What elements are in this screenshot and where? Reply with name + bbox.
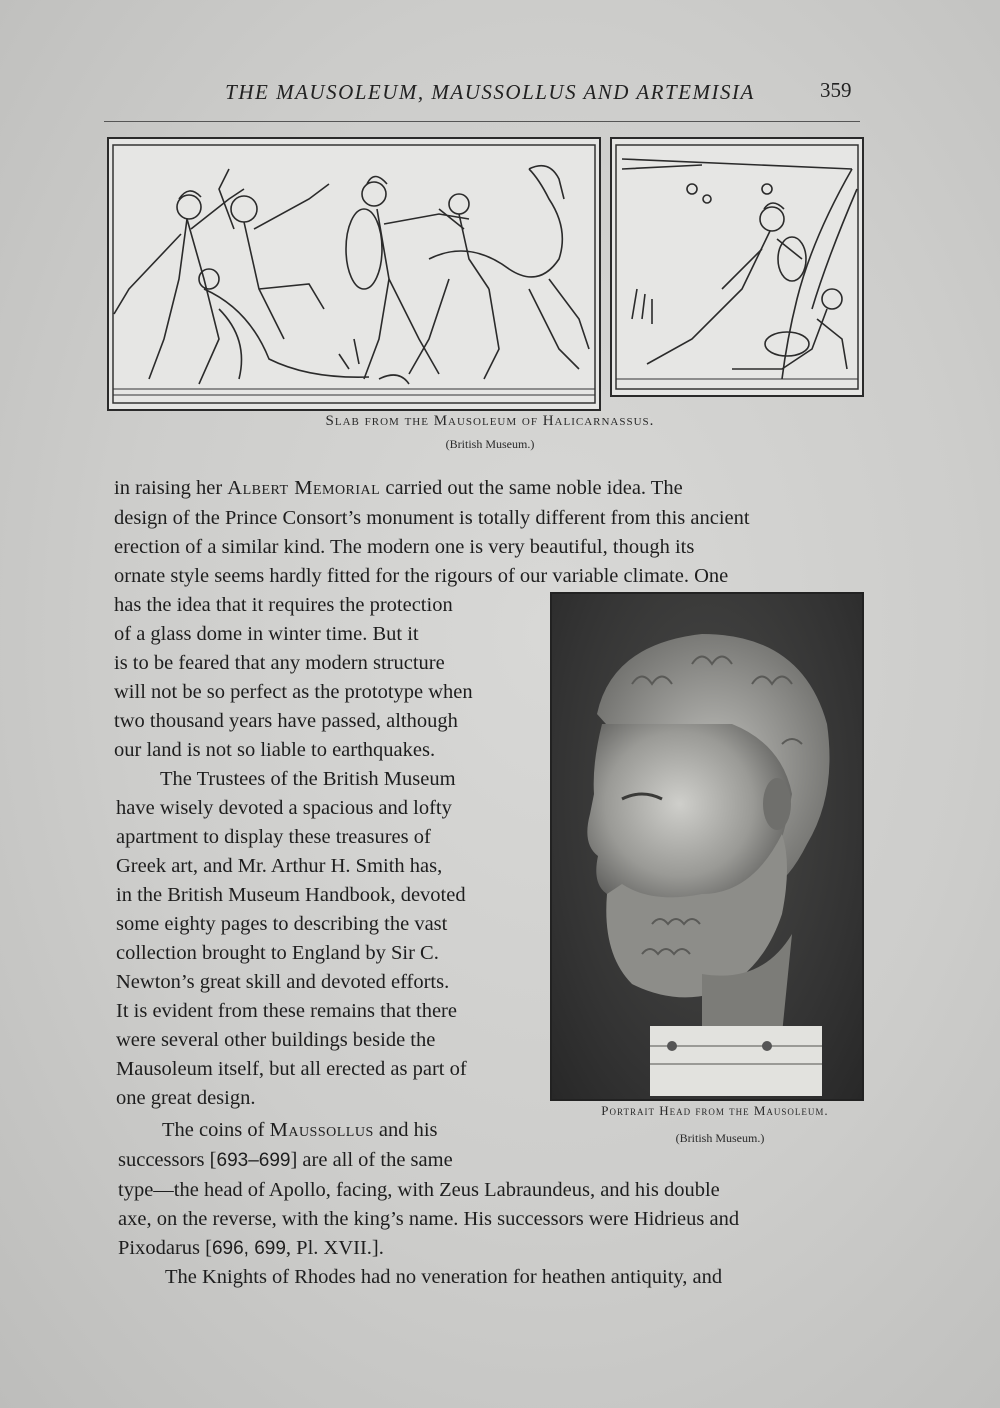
text-line: The Knights of Rhodes had no veneration for heathen antiquity, and (165, 1266, 723, 1288)
text-run: ] are all of the same (290, 1149, 453, 1171)
text-line: will not be so perfect as the prototype when (114, 681, 473, 703)
text-line: is to be feared that any modern structure (114, 652, 445, 674)
slab-caption: Slab from the Mausoleum of Halicarnassus. (325, 413, 655, 429)
text-line: one great design. (116, 1087, 256, 1109)
text-run: carried out the same noble idea. The (380, 477, 683, 499)
text-line (162, 1120, 438, 1141)
text-line: some eighty pages to describing the vast (116, 913, 448, 935)
slab-engraving-left (107, 137, 601, 411)
text-line: type—the head of Apollo, facing, with Zeus Labraundeus, and his double (118, 1179, 720, 1201)
text-line: has the idea that it requires the protection (114, 594, 453, 616)
text-run: The coins of (162, 1119, 270, 1141)
text-run: in raising her (114, 477, 228, 499)
text-line: Greek art, and Mr. Arthur H. Smith has, (116, 855, 443, 877)
coin-reference: 693–699 (216, 1150, 291, 1171)
text-line: Mausoleum itself, but all erected as part of (116, 1058, 467, 1080)
portrait-head-photo (550, 592, 864, 1101)
text-run: , Pl. XVII.]. (285, 1237, 384, 1259)
slab-caption-source: (British Museum.) (445, 437, 535, 451)
text-line: collection brought to England by Sir C. (116, 942, 439, 964)
portrait-caption: Portrait Head from the Mausoleum. (601, 1103, 829, 1118)
text-line: erection of a similar kind. The modern one is very beautiful, though its (114, 536, 695, 558)
text-run: and his (373, 1119, 438, 1141)
albert-memorial-term: Albert Memorial (227, 477, 381, 499)
slab-engraving-right (610, 137, 864, 397)
text-line (118, 1238, 384, 1259)
coin-reference: 696, 699 (211, 1238, 286, 1259)
text-line: It is evident from these remains that there (116, 1000, 457, 1022)
text-line (114, 478, 683, 499)
text-line: our land is not so liable to earthquakes. (114, 739, 436, 761)
text-line: in the British Museum Handbook, devoted (116, 884, 466, 906)
text-line: design of the Prince Consort’s monument is totally different from this ancient (114, 507, 750, 529)
text-line: Newton’s great skill and devoted efforts. (116, 971, 450, 993)
text-run: successors [ (118, 1149, 217, 1171)
text-line: were several other buildings beside the (116, 1029, 436, 1051)
text-run: Pixodarus [ (118, 1237, 212, 1259)
running-head: THE MAUSOLEUM, MAUSSOLLUS AND ARTEMISIA (225, 80, 755, 104)
header-rule (104, 121, 860, 122)
page-number: 359 (820, 78, 852, 102)
text-line (118, 1150, 453, 1171)
text-line: of a glass dome in winter time. But it (114, 623, 419, 645)
portrait-caption-source: (British Museum.) (675, 1131, 765, 1145)
text-line: apartment to display these treasures of (116, 826, 431, 848)
text-line: have wisely devoted a spacious and lofty (116, 797, 452, 819)
text-line: The Trustees of the British Museum (160, 768, 456, 790)
maussollus-term: Maussollus (269, 1119, 374, 1141)
text-line: two thousand years have passed, although (114, 710, 458, 732)
text-line: ornate style seems hardly fitted for the rigours of our variable climate. One (114, 565, 729, 587)
text-line: axe, on the reverse, with the king’s name. His successors were Hidrieus and (118, 1208, 740, 1230)
